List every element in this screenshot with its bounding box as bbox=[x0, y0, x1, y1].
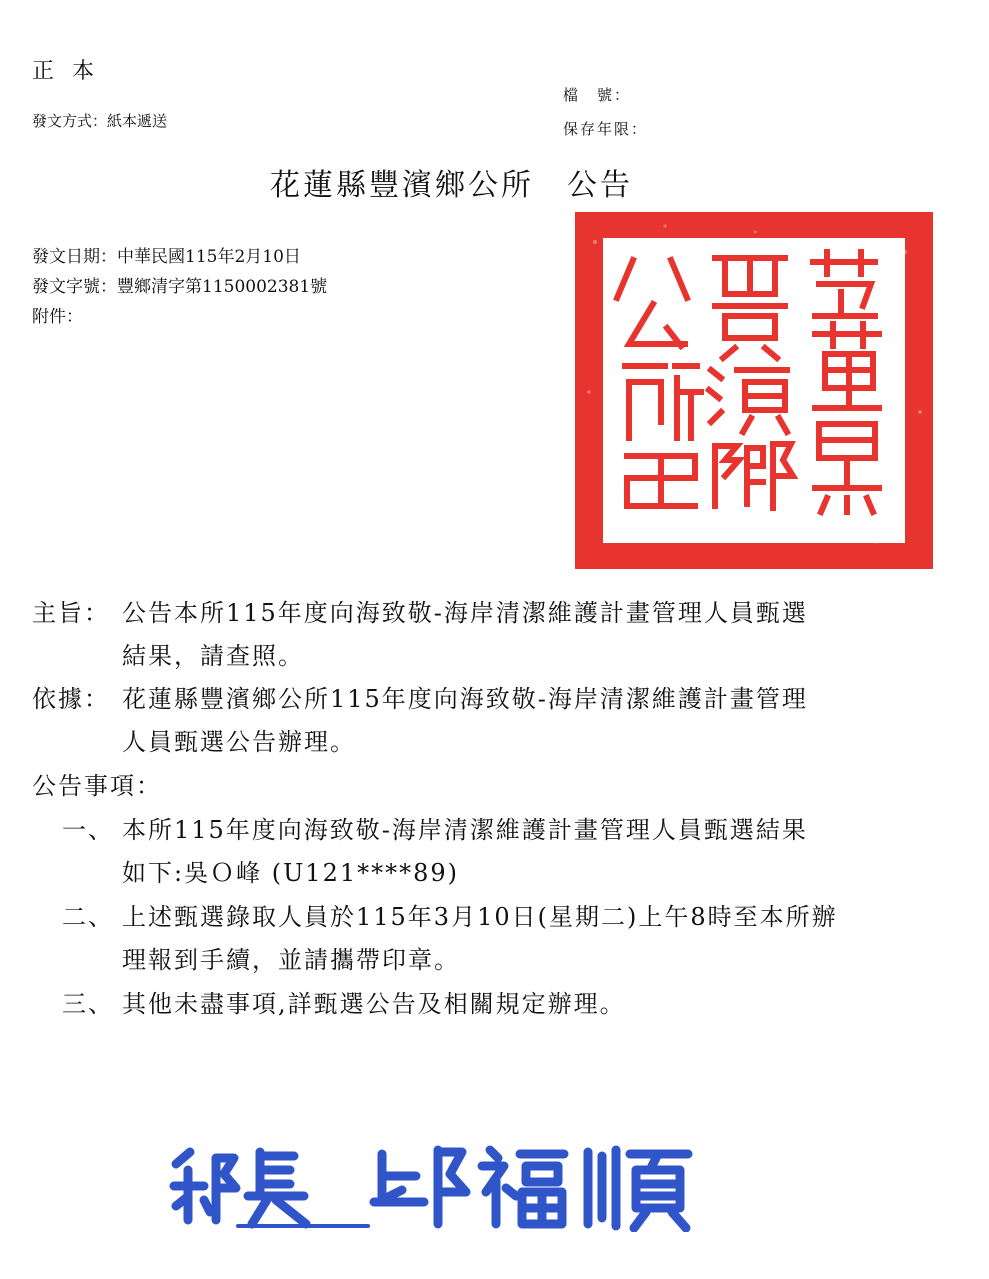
signature-graphic bbox=[168, 1140, 708, 1232]
item-2-line-2: 理報到手續，並請攜帶印章。 bbox=[122, 946, 460, 974]
retention-label: 保存年限： bbox=[563, 120, 649, 138]
subject-line-1: 公告本所115年度向海致敬-海岸清潔維護計畫管理人員甄選 bbox=[122, 599, 808, 627]
item-3-line-1: 其他未盡事項,詳甄選公告及相關規定辦理。 bbox=[122, 990, 626, 1018]
subject-label: 主旨： bbox=[32, 599, 110, 627]
send-method: 發文方式：紙本遞送 bbox=[32, 112, 168, 130]
seal-graphic bbox=[575, 212, 933, 569]
item-1-line-2: 如下:吳Ｏ峰 (U121****89) bbox=[122, 859, 460, 887]
item-1-line-1: 本所115年度向海致敬-海岸清潔維護計畫管理人員甄選結果 bbox=[122, 816, 808, 844]
file-number-label: 檔 號： bbox=[563, 86, 632, 104]
document-number: 發文字號：豐鄉清字第1150002381號 bbox=[32, 277, 328, 297]
copy-mark: 正本 bbox=[32, 59, 113, 84]
item-1-label: 一、 bbox=[62, 816, 114, 844]
page-title: 花蓮縣豐濱鄉公所 公告 bbox=[270, 168, 633, 203]
basis-label: 依據： bbox=[32, 685, 110, 713]
official-seal bbox=[575, 212, 933, 569]
item-2-label: 二、 bbox=[62, 903, 114, 931]
item-3-label: 三、 bbox=[62, 990, 114, 1018]
item-2-line-1: 上述甄選錄取人員於115年3月10日(星期二)上午8時至本所辦 bbox=[122, 903, 838, 931]
subject-line-2: 結果，請查照。 bbox=[122, 642, 304, 670]
basis-line-2: 人員甄選公告辦理。 bbox=[122, 728, 356, 756]
attachment-label: 附件： bbox=[32, 307, 83, 327]
signature-stamp bbox=[168, 1140, 708, 1232]
announcement-heading: 公告事項： bbox=[32, 772, 162, 800]
issue-date: 發文日期：中華民國115年2月10日 bbox=[32, 247, 301, 267]
basis-line-1: 花蓮縣豐濱鄉公所115年度向海致敬-海岸清潔維護計畫管理 bbox=[122, 685, 808, 713]
